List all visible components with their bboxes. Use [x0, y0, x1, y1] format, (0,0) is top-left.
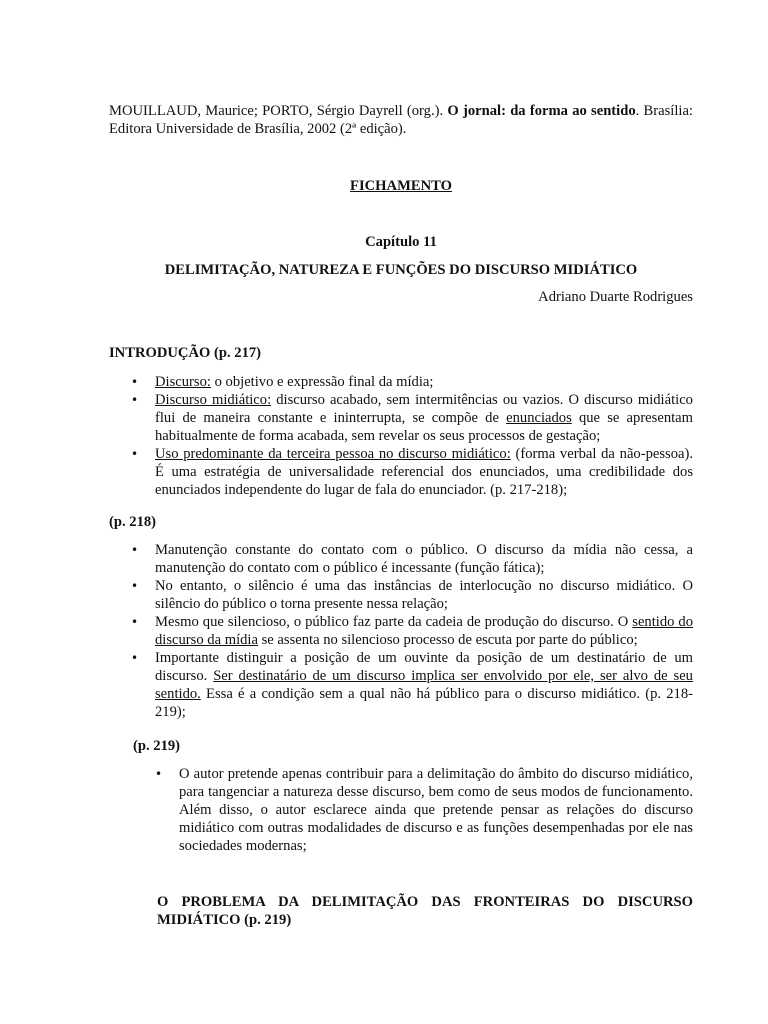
list-item: • No entanto, o silêncio é uma das instâncias de interlocução no discurso midiático. O silêncio do público o torna presente nessa relação; — [109, 577, 693, 613]
intro-list — [109, 373, 693, 499]
list-item: • Discurso: o objetivo e expressão final da mídia; — [109, 373, 693, 391]
bibliographic-reference — [109, 102, 693, 138]
page-219-heading: (p. 219) — [133, 738, 181, 754]
reference-publisher: . Brasília: Editora Universidade de Brasília, 2002 (2ª edição). — [109, 103, 693, 137]
chapter-number: Capítulo 11 — [365, 234, 437, 250]
list-item: • O autor pretende apenas contribuir para a delimitação do âmbito do discurso midiático, para tangenciar a natureza desse discurso, bem como de seus modos de funcionamento. Além disso, o autor esclarece ainda que pretende pensar as relações do discurso midiático com outras modalidades de discurso e as funções desempenhadas por ele nas sociedades modernas; — [133, 765, 693, 855]
page-218-heading: (p. 218) — [109, 514, 157, 530]
page-219-list — [133, 765, 693, 855]
chapter-author: Adriano Duarte Rodrigues — [538, 289, 693, 305]
intro-heading: INTRODUÇÃO (p. 217) — [109, 345, 262, 361]
page-218-list — [109, 541, 693, 721]
list-item: • Importante distinguir a posição de um ouvinte da posição de um destinatário de um discurso. Ser destinatário de um discurso implica ser envolvido por ele, ser alvo de seu sentido. Essa é a condição sem a qual não há público para o discurso midiático. (p. 218-219); — [109, 649, 693, 721]
list-item: • Mesmo que silencioso, o público faz parte da cadeia de produção do discurso. O sentido do discurso da mídia se assenta no silencioso processo de escuta por parte do público; — [109, 613, 693, 649]
list-item: • Discurso midiático: discurso acabado, sem intermitências ou vazios. O discurso midiático flui de maneira constante e ininterrupta, se compõe de enunciados que se apresentam habitualmente de forma acabada, sem revelar os seus processos de gestação; — [109, 391, 693, 445]
list-item: • Manutenção constante do contato com o público. O discurso da mídia não cessa, a manutenção do contato com o público é incessante (função fática); — [109, 541, 693, 577]
fichamento-heading: FICHAMENTO — [350, 178, 452, 194]
section-heading-delimitation: O PROBLEMA DA DELIMITAÇÃO DAS FRONTEIRAS DO DISCURSO MIDIÁTICO (p. 219) — [157, 894, 693, 928]
reference-title: O jornal: da forma ao sentido — [447, 103, 636, 119]
reference-authors: MOUILLAUD, Maurice; PORTO, Sérgio Dayrell (org.). — [109, 103, 444, 119]
list-item: • Uso predominante da terceira pessoa no discurso midiático: (forma verbal da não-pessoa). É uma estratégia de universalidade referencial dos enunciados, uma credibilidade dos enunciados independente do lugar de fala do enunciador. (p. 217-218); — [109, 445, 693, 499]
chapter-title: DELIMITAÇÃO, NATUREZA E FUNÇÕES DO DISCURSO MIDIÁTICO — [164, 262, 638, 278]
